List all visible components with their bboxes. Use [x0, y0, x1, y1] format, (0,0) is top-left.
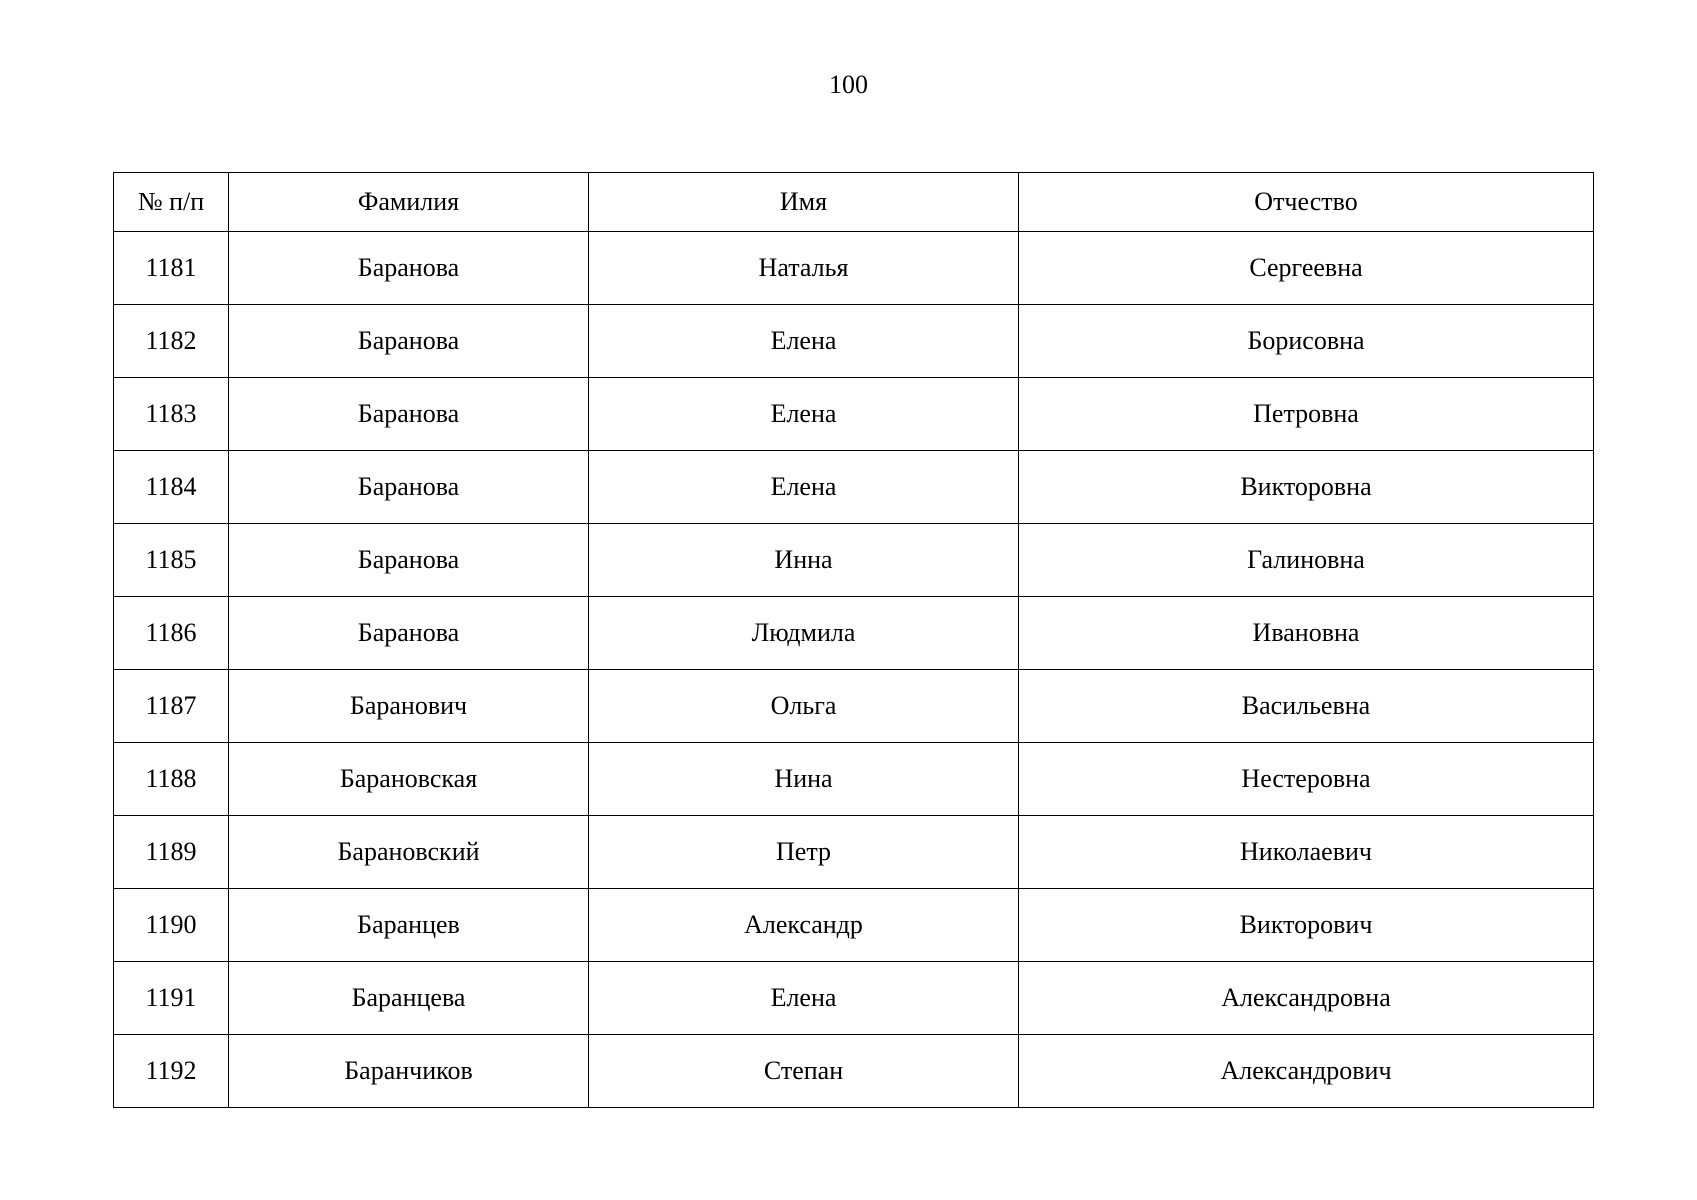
cell-number: 1181	[114, 232, 229, 305]
cell-patronymic: Викторович	[1019, 889, 1594, 962]
cell-patronymic: Борисовна	[1019, 305, 1594, 378]
table-row	[114, 597, 1594, 670]
cell-surname: Баранцева	[229, 962, 589, 1035]
cell-name: Александр	[589, 889, 1019, 962]
cell-name: Нина	[589, 743, 1019, 816]
cell-surname: Барановский	[229, 816, 589, 889]
cell-number: 1185	[114, 524, 229, 597]
table-row	[114, 889, 1594, 962]
table-row	[114, 378, 1594, 451]
cell-number: 1184	[114, 451, 229, 524]
table-row	[114, 670, 1594, 743]
table-row	[114, 451, 1594, 524]
column-header-patronymic: Отчество	[1019, 173, 1594, 232]
cell-surname: Баранова	[229, 232, 589, 305]
cell-surname: Баранцев	[229, 889, 589, 962]
register-table	[113, 172, 1594, 1108]
page-number: 100	[829, 70, 868, 99]
table-row	[114, 743, 1594, 816]
table-row	[114, 524, 1594, 597]
table-row	[114, 232, 1594, 305]
cell-number: 1186	[114, 597, 229, 670]
table-row	[114, 1035, 1594, 1108]
cell-number: 1191	[114, 962, 229, 1035]
cell-patronymic: Александрович	[1019, 1035, 1594, 1108]
cell-patronymic: Петровна	[1019, 378, 1594, 451]
cell-patronymic: Галиновна	[1019, 524, 1594, 597]
cell-name: Петр	[589, 816, 1019, 889]
cell-number: 1192	[114, 1035, 229, 1108]
table-row	[114, 816, 1594, 889]
cell-surname: Баранова	[229, 378, 589, 451]
cell-name: Елена	[589, 305, 1019, 378]
cell-name: Елена	[589, 962, 1019, 1035]
cell-number: 1187	[114, 670, 229, 743]
cell-patronymic: Васильевна	[1019, 670, 1594, 743]
column-header-surname: Фамилия	[229, 173, 589, 232]
cell-name: Людмила	[589, 597, 1019, 670]
cell-surname: Баранова	[229, 524, 589, 597]
table-row	[114, 305, 1594, 378]
cell-surname: Баранова	[229, 305, 589, 378]
cell-number: 1183	[114, 378, 229, 451]
cell-patronymic: Нестеровна	[1019, 743, 1594, 816]
cell-name: Степан	[589, 1035, 1019, 1108]
cell-name: Инна	[589, 524, 1019, 597]
cell-surname: Баранович	[229, 670, 589, 743]
cell-name: Ольга	[589, 670, 1019, 743]
cell-number: 1188	[114, 743, 229, 816]
cell-patronymic: Ивановна	[1019, 597, 1594, 670]
cell-number: 1189	[114, 816, 229, 889]
cell-surname: Баранчиков	[229, 1035, 589, 1108]
table-row	[114, 962, 1594, 1035]
cell-patronymic: Сергеевна	[1019, 232, 1594, 305]
table-header-row	[114, 173, 1594, 232]
column-header-name: Имя	[589, 173, 1019, 232]
cell-name: Елена	[589, 451, 1019, 524]
cell-surname: Барановская	[229, 743, 589, 816]
cell-name: Елена	[589, 378, 1019, 451]
cell-patronymic: Викторовна	[1019, 451, 1594, 524]
cell-patronymic: Николаевич	[1019, 816, 1594, 889]
cell-surname: Баранова	[229, 597, 589, 670]
column-header-number: № п/п	[114, 173, 229, 232]
cell-name: Наталья	[589, 232, 1019, 305]
cell-number: 1190	[114, 889, 229, 962]
cell-surname: Баранова	[229, 451, 589, 524]
cell-patronymic: Александровна	[1019, 962, 1594, 1035]
cell-number: 1182	[114, 305, 229, 378]
